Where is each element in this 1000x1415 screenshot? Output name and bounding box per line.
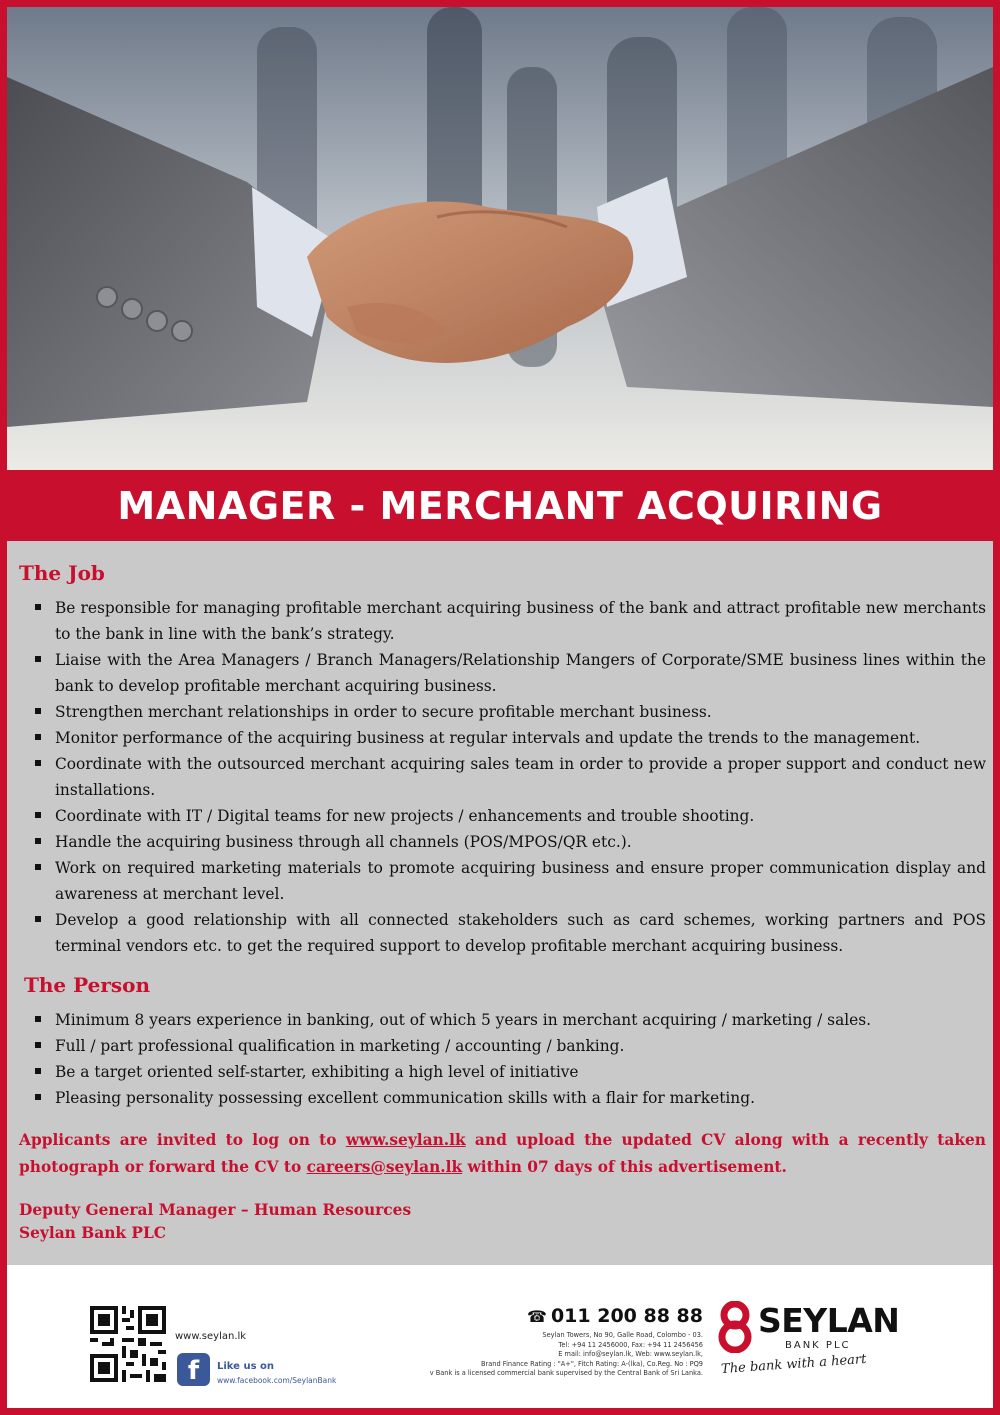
signature-block xyxy=(19,1199,986,1245)
list-item: Handle the acquiring business through all channels (POS/MPOS/QR etc.). xyxy=(55,829,986,855)
contact-block xyxy=(430,1305,703,1379)
logo-tagline: The bank with a heart xyxy=(720,1351,867,1378)
list-item: Be responsible for managing profitable merchant acquiring business of the bank and attract profitable new merchants to the bank in line with the bank’s strategy. xyxy=(55,595,986,647)
job-heading: The Job xyxy=(19,561,105,585)
signature-title: Deputy General Manager – Human Resources xyxy=(19,1201,412,1219)
email-web: E mail: info@seylan.lk, Web: www.seylan.lk, xyxy=(558,1350,703,1358)
seylan-logo-icon xyxy=(715,1301,755,1353)
job-title: MANAGER - MERCHANT ACQUIRING xyxy=(117,483,883,528)
list-item: Be a target oriented self-starter, exhibiting a high level of initiative xyxy=(55,1059,986,1085)
facebook-icon[interactable]: f xyxy=(177,1353,210,1386)
list-item: Full / part professional qualification in marketing / accounting / banking. xyxy=(55,1033,986,1059)
like-us-label: Like us on xyxy=(217,1361,274,1372)
apply-text-2: and upload the updated CV along with a recently taken photograph or forward the CV to xyxy=(19,1131,986,1176)
person-heading: The Person xyxy=(24,973,151,997)
signature-company: Seylan Bank PLC xyxy=(19,1224,167,1242)
list-item: Liaise with the Area Managers / Branch Managers/Relationship Mangers of Corporate/SME business lines within the bank to develop profitable merchant acquiring business. xyxy=(55,647,986,699)
footer-website[interactable]: www.seylan.lk xyxy=(175,1331,247,1342)
list-item: Monitor performance of the acquiring business at regular intervals and update the trends to the management. xyxy=(55,725,986,751)
phone-number[interactable]: 011 200 88 88 xyxy=(550,1305,703,1327)
job-list xyxy=(19,595,986,959)
seylan-logo xyxy=(715,1301,900,1386)
list-item: Coordinate with the outsourced merchant acquiring sales team in order to provide a proper support and conduct new installations. xyxy=(55,751,986,803)
website-link[interactable]: www.seylan.lk xyxy=(345,1131,466,1149)
email-link[interactable]: careers@seylan.lk xyxy=(306,1158,463,1176)
list-item: Strengthen merchant relationships in order to secure profitable merchant business. xyxy=(55,699,986,725)
apply-text-1: Applicants are invited to log on to xyxy=(19,1131,346,1149)
tel-fax: Tel: +94 11 2456000, Fax: +94 11 2456456 xyxy=(558,1340,703,1349)
list-item: Minimum 8 years experience in banking, out of which 5 years in merchant acquiring / marketing / sales. xyxy=(55,1007,986,1033)
list-item: Coordinate with IT / Digital teams for new projects / enhancements and trouble shooting. xyxy=(55,803,986,829)
license-note: v Bank is a licensed commercial bank supervised by the Central Bank of Sri Lanka. xyxy=(429,1369,703,1377)
phone-number-row xyxy=(430,1305,703,1327)
list-item: Work on required marketing materials to promote acquiring business and ensure proper communication display and awareness at merchant level. xyxy=(55,855,986,907)
logo-subtitle: BANK PLC xyxy=(785,1340,851,1351)
apply-text-3: within 07 days of this advertisement. xyxy=(462,1158,787,1176)
facebook-url[interactable]: www.facebook.com/SeylanBank xyxy=(217,1376,337,1385)
list-item: Develop a good relationship with all connected stakeholders such as card schemes, working partners and POS terminal vendors etc. to get the required support to develop profitable merchant acquiring business. xyxy=(55,907,986,959)
logo-name: SEYLAN xyxy=(758,1301,900,1340)
footer xyxy=(7,1265,993,1408)
content-panel xyxy=(7,541,993,1265)
person-list xyxy=(19,1007,986,1111)
qr-code-icon[interactable] xyxy=(90,1305,166,1383)
title-band xyxy=(7,470,993,541)
phone-icon: ☎ xyxy=(527,1307,547,1326)
ratings: Brand Finance Rating : "A+", Fitch Rating: A-(lka), Co.Reg. No : PQ9 xyxy=(481,1359,703,1368)
list-item: Pleasing personality possessing excellent communication skills with a flair for marketing. xyxy=(55,1085,986,1111)
address: Seylan Towers, No 90, Galle Road, Colombo - 03. xyxy=(542,1331,703,1339)
application-instructions xyxy=(19,1127,986,1181)
handshake-photo xyxy=(7,7,993,470)
